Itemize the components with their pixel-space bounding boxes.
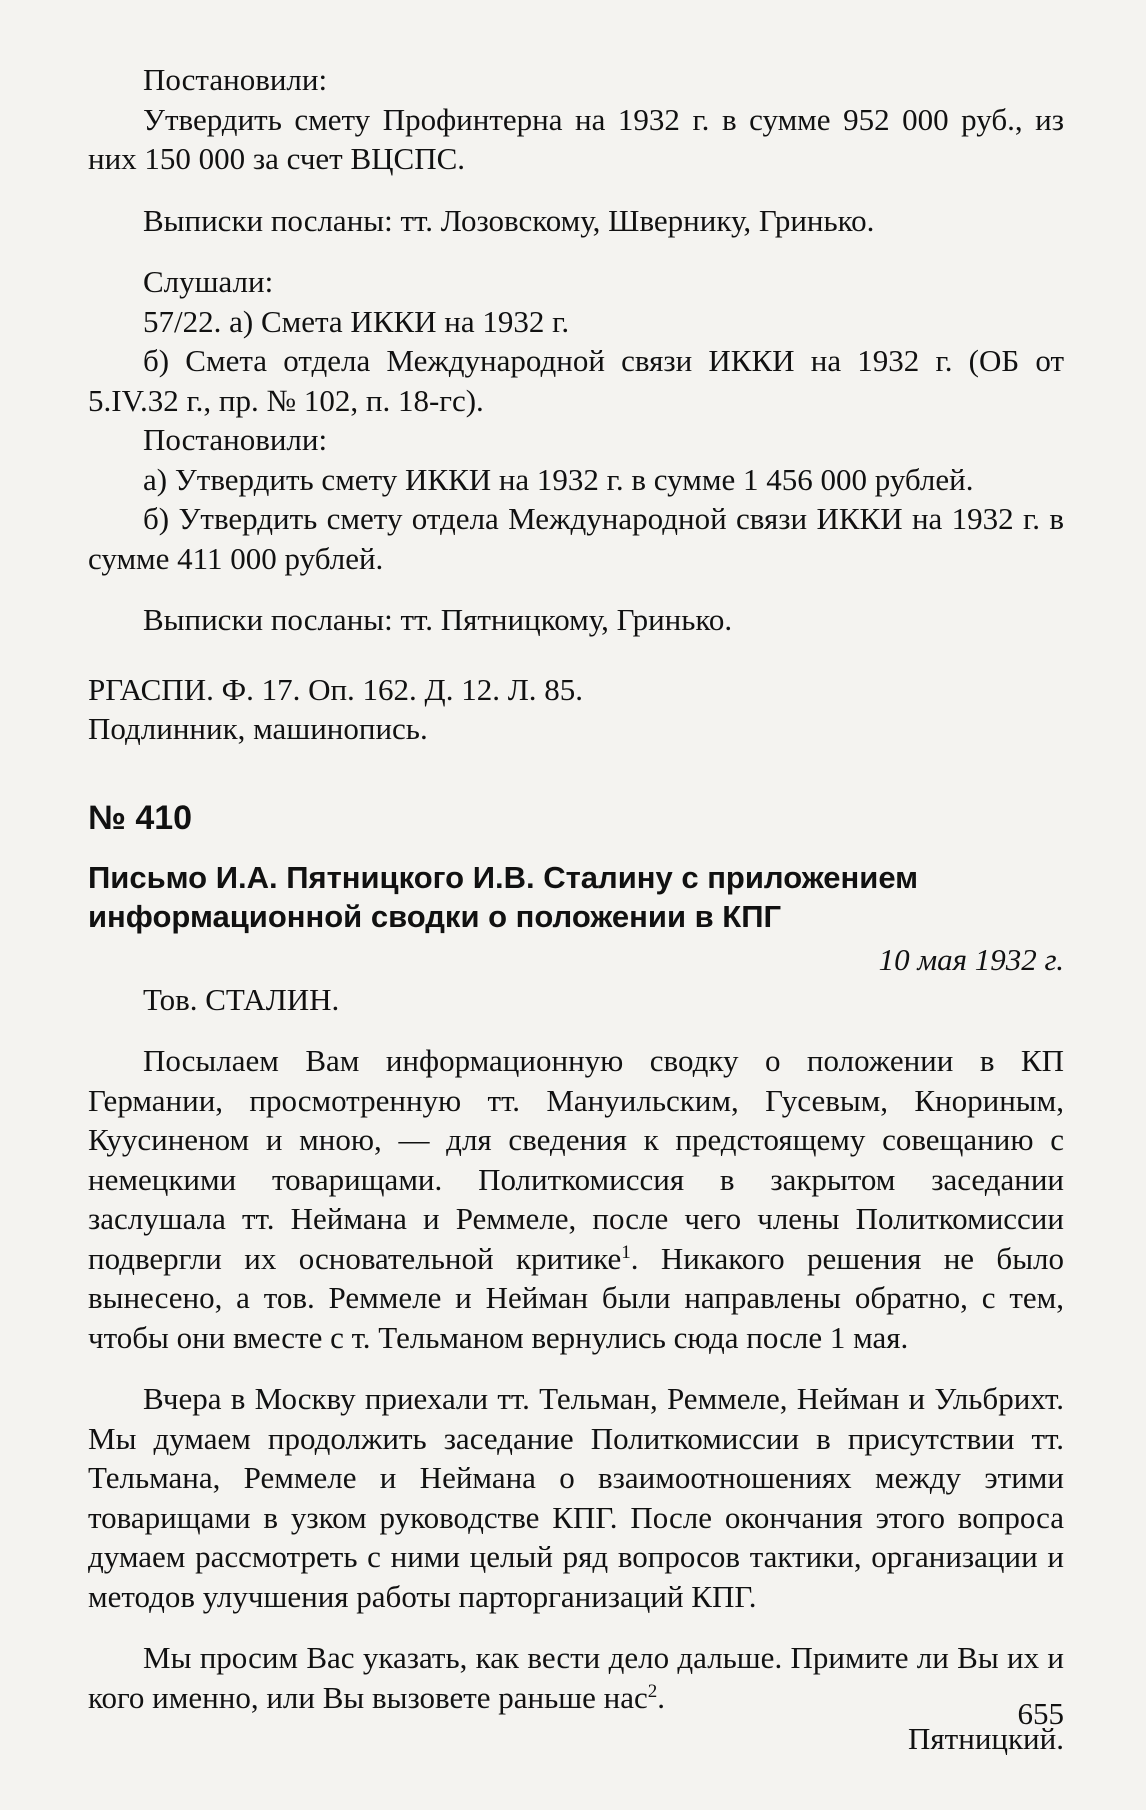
- extracts-sent-2: Выписки посланы: тт. Пятницкому, Гринько.: [143, 602, 733, 637]
- document-title: Письмо И.А. Пятницкого И.В. Сталину с приложением информационной сводки о положении в КПГ: [88, 860, 919, 934]
- paragraph-1-text-end: . Никакого решения не было вынесено, а тов. Реммеле и Нейман были направлены обратно, с тем, чтобы они вместе с т. Тельманом вернулись сюда после 1 мая.: [88, 1240, 1064, 1355]
- extracts-sent-1: Выписки посланы: тт. Лозовскому, Швернику, Гринько.: [143, 202, 875, 238]
- resolution-profintern: Утвердить смету Профинтерна на 1932 г. в сумме 952 000 руб., из них 150 000 за счет ВЦСПС.: [88, 101, 1064, 176]
- paragraph-3-text-end: .: [657, 1679, 666, 1715]
- source-type: Подлинник, машинопись.: [88, 711, 428, 746]
- page-content: [88, 60, 1064, 1759]
- source-archive: РГАСПИ. Ф. 17. Оп. 162. Д. 12. Л. 85.: [88, 671, 583, 707]
- resolution-b: б) Утвердить смету отдела Международной связи ИККИ на 1932 г. в сумме 411 000 рублей.: [88, 501, 1064, 576]
- footnote-ref-1: 1: [621, 1241, 631, 1263]
- resolved-heading-2: Постановили:: [143, 422, 328, 457]
- document-date: 10 мая 1932 г.: [878, 942, 1064, 977]
- salutation: Тов. СТАЛИН.: [143, 981, 340, 1017]
- paragraph-1: [88, 1041, 1064, 1357]
- resolved-heading-1: Постановили:: [143, 62, 328, 97]
- resolution-a: а) Утвердить смету ИККИ на 1932 г. в сумме 1 456 000 рублей.: [143, 461, 974, 497]
- document-number: № 410: [88, 798, 193, 837]
- paragraph-3: [88, 1638, 1064, 1717]
- paragraph-2: Вчера в Москву приехали тт. Тельман, Реммеле, Нейман и Ульбрихт. Мы думаем продолжить заседание Политкомиссии в присутствии тт. Тельмана, Реммеле и Неймана о взаимоотношениях между этими товарищами в узком руководстве КПГ. После окончания этого вопроса думаем рассмотреть с ними целый ряд вопросов тактики, организации и методов улучшения работы парторганизаций КПГ.: [88, 1381, 1064, 1614]
- paragraph-1-text: Посылаем Вам информационную сводку о положении в КП Германии, просмотренную тт. Мануильским, Гусевым, Кнориным, Куусиненом и мною, — для сведения к предстоящему совещанию с немецкими товарищами. Политкомиссия в закрытом заседании заслушала тт. Неймана и Реммеле, после чего члены Политкомиссии подвергли их основательной критике: [88, 1043, 1064, 1276]
- heard-heading: Слушали:: [143, 264, 274, 299]
- paragraph-3-text: Мы просим Вас указать, как вести дело дальше. Примите ли Вы их и кого именно, или Вы вызовете раньше нас: [88, 1640, 1064, 1715]
- page-number: 655: [1017, 1696, 1064, 1731]
- footnote-ref-2: 2: [647, 1680, 658, 1702]
- item-a: 57/22. а) Смета ИККИ на 1932 г.: [143, 303, 570, 339]
- signature: Пятницкий.: [908, 1721, 1064, 1756]
- item-b: б) Смета отдела Международной связи ИККИ на 1932 г. (ОБ от 5.IV.32 г., пр. № 102, п. 18-гс).: [88, 343, 1064, 418]
